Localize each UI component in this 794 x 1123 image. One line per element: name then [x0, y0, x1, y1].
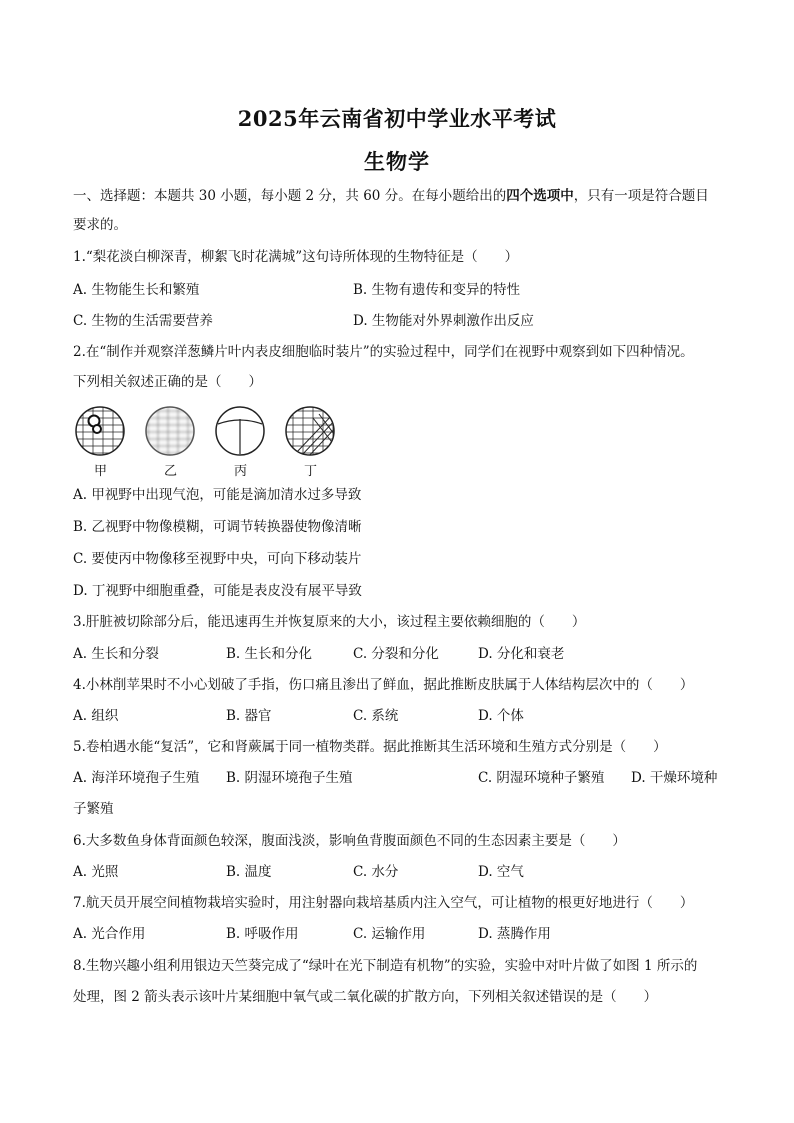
q7-option-c: C. 运输作用 — [353, 926, 426, 942]
q6-option-b: B. 温度 — [226, 864, 272, 880]
q6-option-d: D. 空气 — [478, 864, 524, 880]
fig-label-yi: 乙 — [164, 464, 178, 479]
section-intro-bold: 四个选项中 — [506, 188, 574, 204]
q2-option-d: D. 丁视野中细胞重叠，可能是表皮没有展平导致 — [73, 583, 362, 599]
q4-option-c: C. 系统 — [353, 708, 399, 724]
q2-option-b: B. 乙视野中物像模糊，可调节转换器使物像清晰 — [73, 519, 362, 535]
fig-label-ding: 丁 — [304, 464, 318, 479]
q1-option-c: C. 生物的生活需要营养 — [73, 313, 213, 329]
q5-stem: 5.卷柏遇水能“复活”，它和肾蕨属于同一植物类群。据此推断其生活环境和生殖方式分别是（ ） — [73, 739, 667, 755]
q2-stem-cont: 下列相关叙述正确的是（ ） — [73, 374, 262, 390]
q5-option-d: D. 干燥环境种 — [631, 770, 718, 786]
q2-option-a: A. 甲视野中出现气泡，可能是滴加清水过多导致 — [73, 487, 362, 503]
q3-option-c: C. 分裂和分化 — [353, 646, 439, 662]
q5-option-b: B. 阴湿环境孢子生殖 — [226, 770, 353, 786]
section-intro-text: 一、选择题：本题共 30 小题，每小题 2 分，共 60 分。在每小题给出的 — [73, 188, 507, 204]
q4-option-a: A. 组织 — [73, 708, 119, 724]
q3-option-d: D. 分化和衰老 — [478, 646, 565, 662]
exam-title: 2025年云南省初中学业水平考试 — [237, 106, 557, 131]
section-intro-cont: 要求的。 — [73, 217, 127, 233]
q5-option-a: A. 海洋环境孢子生殖 — [73, 770, 200, 786]
subject-title: 生物学 — [364, 149, 430, 174]
q3-stem: 3.肝脏被切除部分后，能迅速再生并恢复原来的大小，该过程主要依赖细胞的（ ） — [73, 614, 586, 630]
q8-stem-cont: 处理，图 2 箭头表示该叶片某细胞中氧气或二氧化碳的扩散方向，下列相关叙述错误的是（ ） — [73, 989, 658, 1005]
q5-option-c: C. 阴湿环境种子繁殖 — [478, 770, 605, 786]
q7-stem: 7.航天员开展空间植物栽培实验时，用注射器向栽培基质内注入空气，可让植物的根更好地进行（ ） — [73, 895, 694, 911]
q6-option-c: C. 水分 — [353, 864, 399, 880]
view-yi — [143, 404, 198, 459]
q3-option-b: B. 生长和分化 — [226, 646, 313, 662]
q1-option-b: B. 生物有遗传和变异的特性 — [353, 282, 521, 298]
q3-option-a: A. 生长和分裂 — [73, 646, 159, 662]
q7-option-a: A. 光合作用 — [73, 926, 146, 942]
q8-stem: 8.生物兴趣小组利用银边天竺葵完成了“绿叶在光下制造有机物”的实验，实验中对叶片做了如图 1 所示的 — [73, 958, 698, 974]
view-jia — [76, 407, 124, 455]
q4-option-d: D. 个体 — [478, 708, 524, 724]
fig-label-bing: 丙 — [234, 464, 248, 479]
q5-option-d-cont: 子繁殖 — [73, 801, 114, 817]
q1-stem: 1.“梨花淡白柳深青，柳絮飞时花满城”这句诗所体现的生物特征是（ ） — [73, 249, 519, 265]
q6-option-a: A. 光照 — [73, 864, 119, 880]
q2-stem: 2.在“制作并观察洋葱鳞片叶内表皮细胞临时装片”的实验过程中，同学们在视野中观察到如下四种情况。 — [73, 344, 694, 360]
q2-option-c: C. 要使丙中物像移至视野中央，可向下移动装片 — [73, 551, 362, 567]
q6-stem: 6.大多数鱼身体背面颜色较深，腹面浅淡，影响鱼背腹面颜色不同的生态因素主要是（ ） — [73, 833, 626, 849]
fig-label-jia: 甲 — [94, 464, 108, 479]
q4-stem: 4.小林削苹果时不小心划破了手指，伤口痛且渗出了鲜血，据此推断皮肤属于人体结构层次中的（ ） — [73, 677, 694, 693]
q4-option-b: B. 器官 — [226, 708, 272, 724]
q7-option-b: B. 呼吸作用 — [226, 926, 299, 942]
section-intro-text-2: ，只有一项是符合题目 — [573, 188, 709, 204]
q1-option-d: D. 生物能对外界刺激作出反应 — [353, 313, 534, 329]
microscope-views — [73, 404, 353, 464]
view-ding — [286, 407, 339, 458]
q2-figure — [73, 404, 353, 478]
section-intro — [73, 187, 709, 205]
q1-option-a: A. 生物能生长和繁殖 — [73, 282, 200, 298]
view-bing — [216, 407, 264, 455]
q7-option-d: D. 蒸腾作用 — [478, 926, 551, 942]
